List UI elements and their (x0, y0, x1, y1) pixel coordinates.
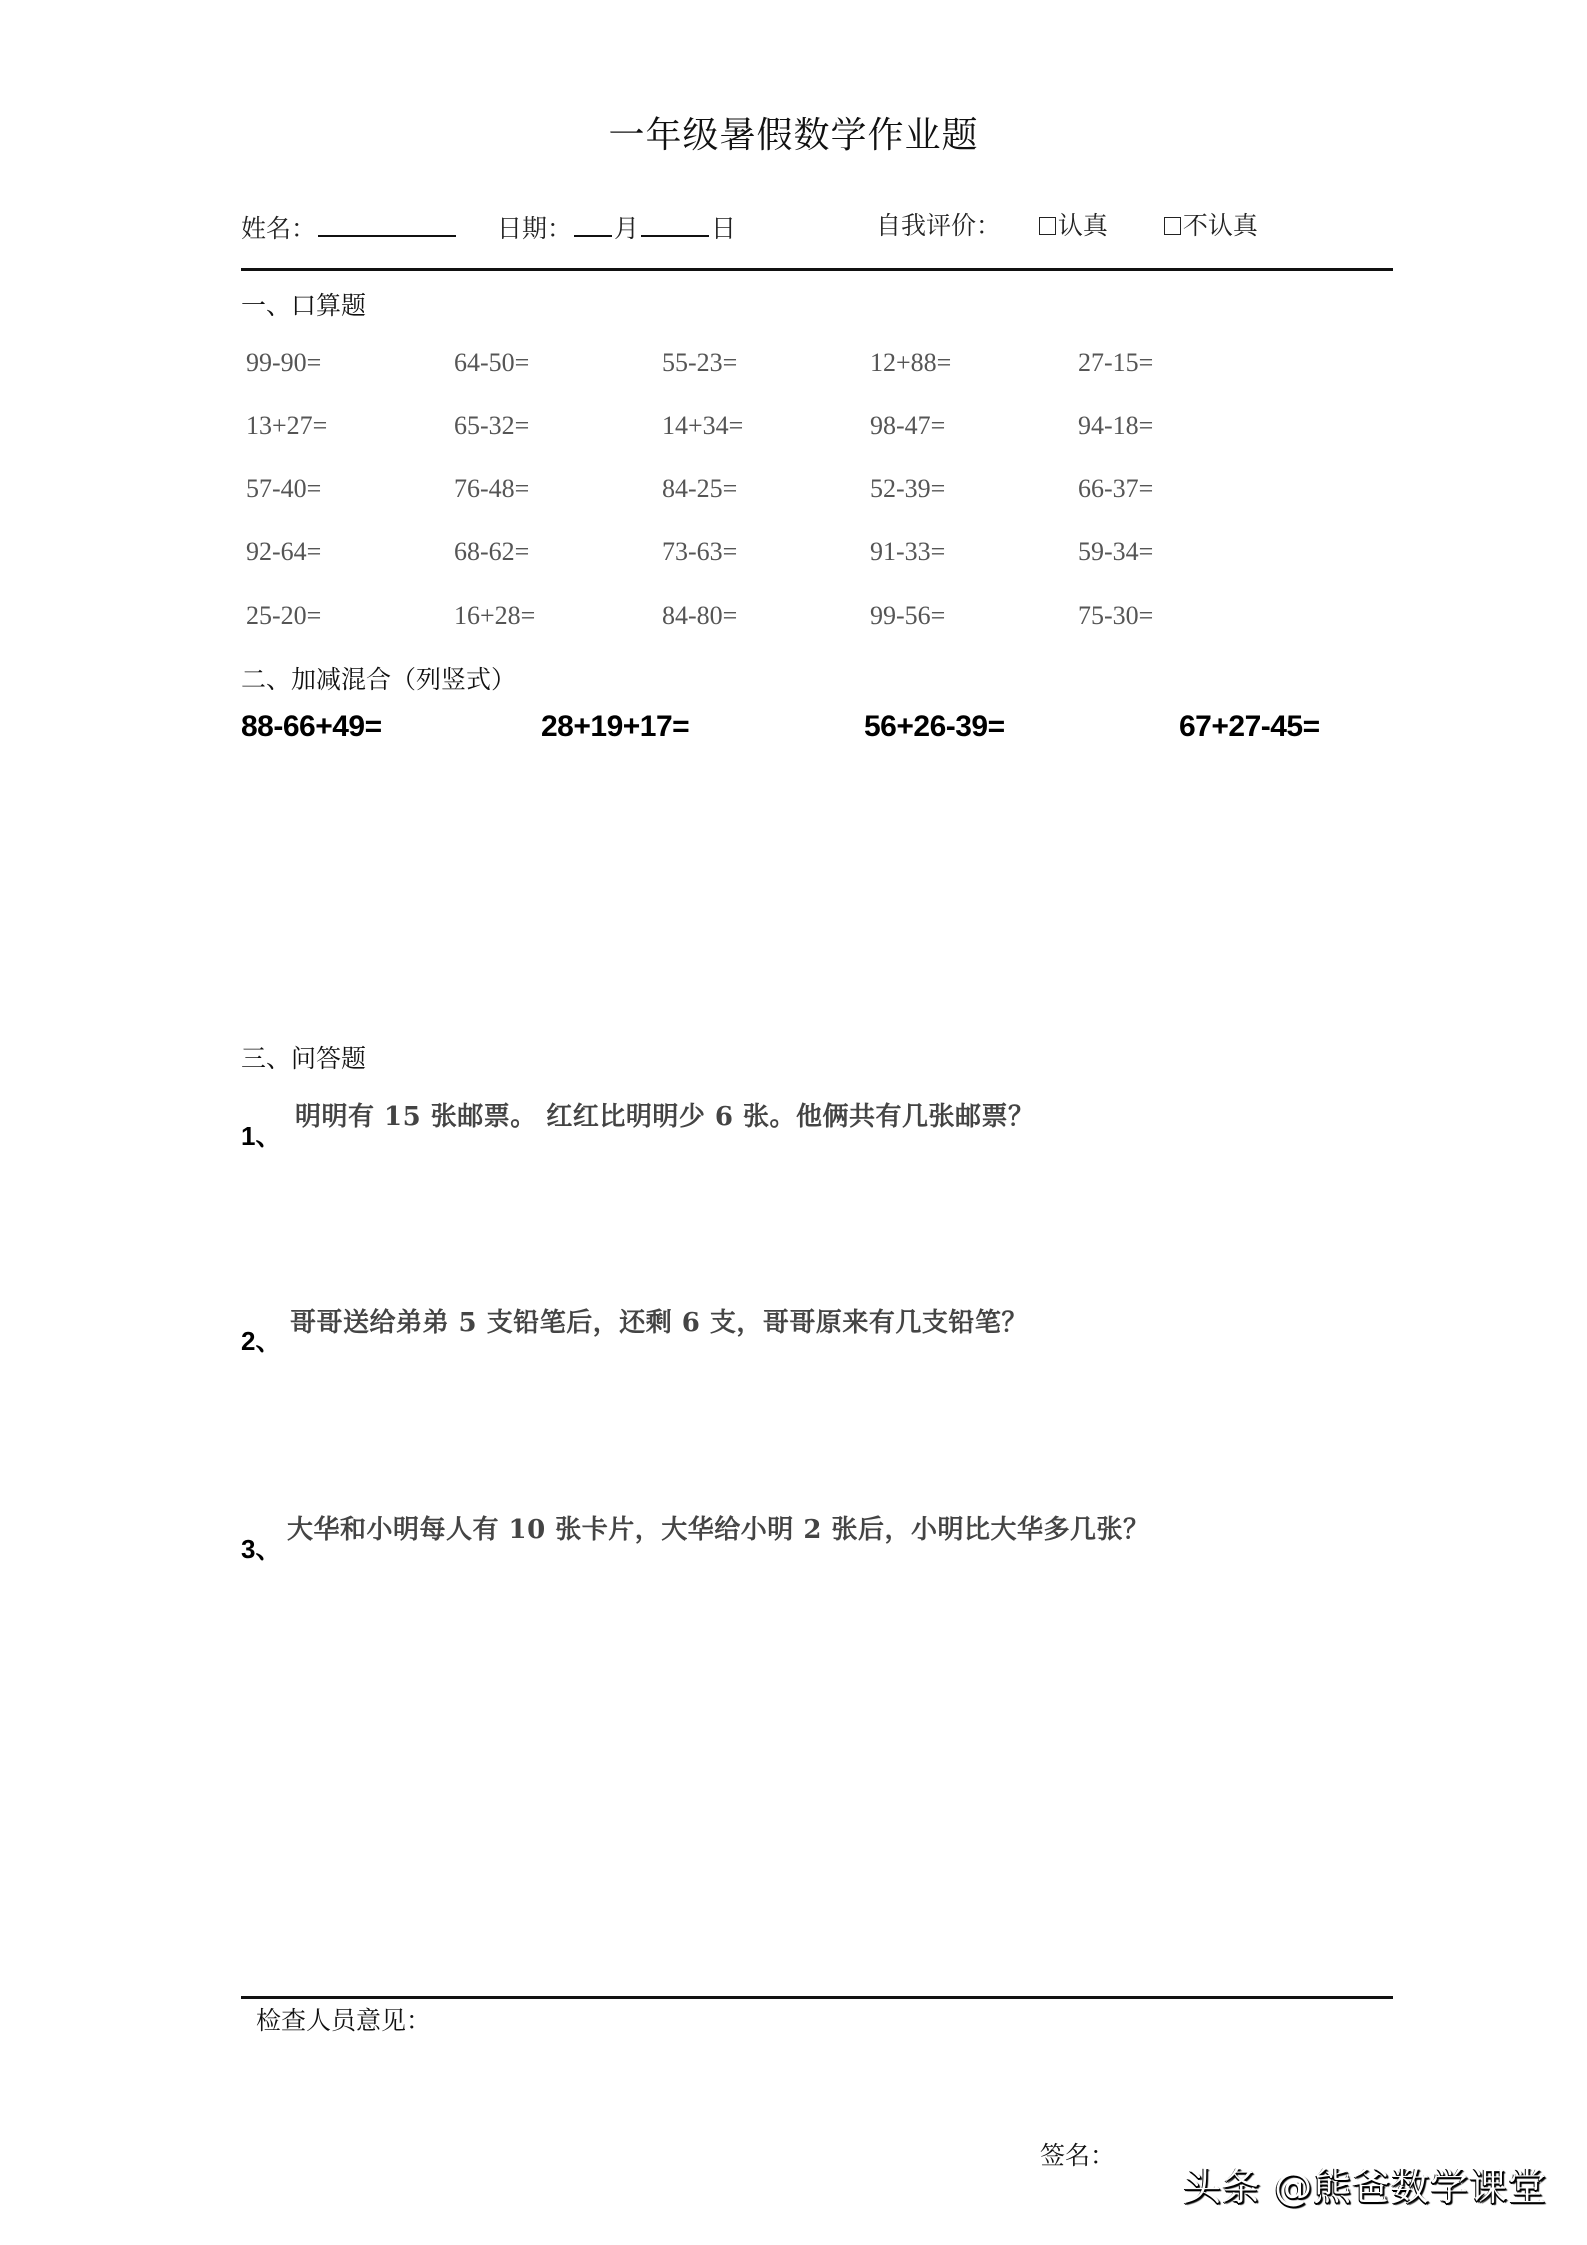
name-field (241, 213, 458, 241)
self-eval-label: 自我评价： (876, 211, 1002, 240)
checkbox-icon[interactable] (1164, 217, 1181, 235)
date-field (497, 213, 736, 241)
checkbox-icon[interactable] (1039, 217, 1056, 235)
signature-label: 签名： (1040, 2141, 1116, 2170)
day-label: 日 (711, 214, 737, 243)
month-blank[interactable] (574, 213, 612, 237)
section2-title: 二、加减混合（列竖式） (241, 665, 517, 694)
footer-divider (241, 1996, 1393, 1999)
oral-problem: 91-33= (870, 537, 946, 566)
option-not-serious[interactable]: 不认真 (1164, 211, 1258, 240)
oral-problem: 99-56= (870, 601, 946, 630)
oral-problem: 98-47= (870, 411, 946, 440)
watermark: 头条 @熊爸数学课堂 (1183, 2165, 1548, 2209)
question-number: 2、 (241, 1326, 282, 1356)
mixed-problem: 88-66+49= (241, 710, 382, 743)
question-text: 哥哥送给弟弟 5 支铅笔后，还剩 6 支，哥哥原来有几支铅笔？ (290, 1308, 1028, 1338)
mixed-problem: 56+26-39= (864, 710, 1005, 743)
reviewer-comment-label: 检查人员意见： (256, 2006, 432, 2035)
self-evaluation (876, 213, 1258, 238)
oral-problem: 14+34= (662, 411, 744, 440)
oral-problem: 94-18= (1078, 411, 1154, 440)
header-divider (241, 268, 1393, 271)
mixed-problem: 28+19+17= (541, 710, 690, 743)
oral-problem: 65-32= (454, 411, 530, 440)
oral-problem: 99-90= (246, 348, 322, 377)
section3-title: 三、问答题 (241, 1044, 367, 1073)
name-blank[interactable] (318, 213, 456, 237)
page-title: 一年级暑假数学作业题 (608, 115, 979, 156)
oral-problem: 59-34= (1078, 537, 1154, 566)
day-blank[interactable] (641, 213, 709, 237)
question-text: 大华和小明每人有 10 张卡片，大华给小明 2 张后，小明比大华多几张？ (287, 1515, 1150, 1545)
month-label: 月 (614, 214, 640, 243)
mixed-problem: 67+27-45= (1179, 710, 1320, 743)
oral-problem: 57-40= (246, 474, 322, 503)
option-serious[interactable]: 认真 (1039, 211, 1108, 240)
oral-problem: 76-48= (454, 474, 530, 503)
oral-problem: 25-20= (246, 601, 322, 630)
question-number: 1、 (241, 1121, 282, 1151)
oral-problem: 84-80= (662, 601, 738, 630)
oral-problem: 12+88= (870, 348, 952, 377)
section1-title: 一、口算题 (241, 291, 367, 320)
oral-problem: 64-50= (454, 348, 530, 377)
oral-problem: 27-15= (1078, 348, 1154, 377)
oral-problem: 13+27= (246, 411, 328, 440)
name-label: 姓名： (241, 214, 317, 243)
oral-problem: 68-62= (454, 537, 530, 566)
question-text: 明明有 15 张邮票。 红红比明明少 6 张。他俩共有几张邮票？ (295, 1102, 1035, 1132)
oral-problem: 73-63= (662, 537, 738, 566)
oral-problem: 92-64= (246, 537, 322, 566)
oral-problem: 55-23= (662, 348, 738, 377)
oral-problem: 75-30= (1078, 601, 1154, 630)
oral-problem: 84-25= (662, 474, 738, 503)
oral-problem: 66-37= (1078, 474, 1154, 503)
oral-problem: 16+28= (454, 601, 536, 630)
oral-problem: 52-39= (870, 474, 946, 503)
date-label: 日期： (497, 214, 573, 243)
question-number: 3、 (241, 1534, 282, 1564)
